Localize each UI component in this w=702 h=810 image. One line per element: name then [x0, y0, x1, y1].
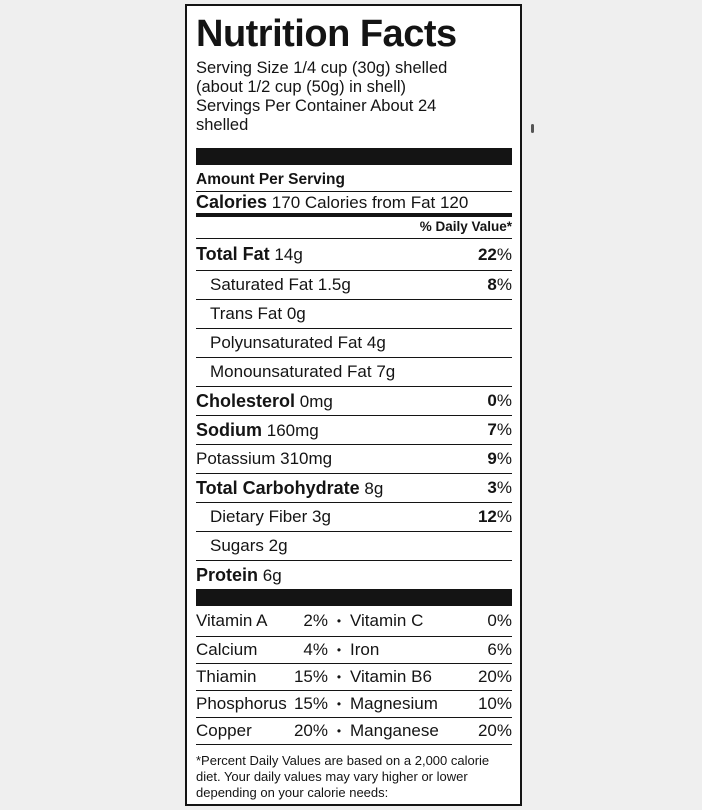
vitamin-row	[196, 664, 512, 691]
vitamin-right-pct: 20%	[477, 667, 512, 686]
nutrient-amount: 7g	[376, 362, 396, 381]
calories-value: 170	[271, 193, 301, 212]
nutrient-daily-value	[478, 245, 512, 265]
nutrient-name-amount	[196, 478, 383, 499]
vitamin-list	[196, 606, 512, 745]
nutrient-row	[196, 561, 512, 589]
calories-from-fat: Calories from Fat 120	[304, 193, 469, 212]
nutrient-pct: 9	[487, 449, 497, 468]
nutrient-amount: 0g	[286, 304, 306, 323]
nutrient-row	[196, 239, 512, 271]
nutrient-daily-value	[487, 275, 512, 295]
nutrient-daily-value	[478, 507, 512, 527]
daily-value-header: % Daily Value*	[196, 217, 512, 239]
nutrient-row	[196, 445, 512, 474]
nutrient-name: Dietary Fiber	[210, 507, 308, 526]
nutrient-row	[196, 532, 512, 561]
vitamin-row	[196, 606, 512, 637]
vitamin-right-name: Manganese	[350, 721, 439, 740]
nutrient-amount: 160mg	[266, 420, 319, 440]
nutrient-name: Cholesterol	[196, 390, 296, 411]
vitamin-left-pct: 15%	[293, 694, 328, 713]
nutrient-name-amount	[196, 244, 303, 265]
vitamin-right-name: Iron	[350, 640, 380, 659]
vitamin-left-pct: 15%	[293, 667, 328, 686]
nutrient-name: Protein	[196, 564, 259, 585]
percent-sign: %	[496, 275, 512, 294]
nutrient-pct: 8	[487, 275, 497, 294]
stray-mark	[531, 124, 534, 133]
serving-line: Serving Size 1/4 cup (30g) shelled	[196, 59, 448, 77]
nutrient-name: Total Fat	[196, 244, 270, 264]
vitamin-left-name: Copper	[196, 721, 252, 740]
vitamin-left-name: Calcium	[196, 640, 258, 659]
label-title: Nutrition Facts	[196, 13, 457, 55]
percent-sign: %	[496, 449, 512, 468]
nutrient-row	[196, 387, 512, 416]
nutrient-daily-value	[487, 391, 512, 411]
nutrient-name: Sugars	[210, 536, 264, 555]
nutrient-amount: 6g	[262, 565, 282, 585]
bullet-separator: •	[336, 697, 342, 711]
nutrient-name-amount	[210, 304, 306, 324]
nutrient-amount: 14g	[274, 245, 303, 264]
nutrient-name: Trans Fat	[210, 304, 283, 323]
nutrient-pct: 3	[487, 478, 497, 497]
nutrient-daily-value	[487, 449, 512, 469]
serving-info	[196, 59, 512, 135]
nutrient-row	[196, 474, 512, 503]
nutrient-row	[196, 416, 512, 445]
nutrient-name-amount	[210, 507, 331, 527]
nutrient-list	[196, 239, 512, 589]
nutrient-amount: 1.5g	[317, 275, 351, 294]
vitamin-left-pct: 2%	[303, 611, 328, 630]
nutrient-amount: 2g	[268, 536, 288, 555]
nutrient-row	[196, 503, 512, 532]
vitamin-right-name: Vitamin B6	[350, 667, 432, 686]
thick-divider	[196, 148, 512, 165]
nutrient-pct: 22	[477, 244, 497, 264]
nutrient-daily-value	[487, 420, 512, 440]
nutrient-name: Monounsaturated Fat	[210, 362, 372, 381]
percent-sign: %	[496, 507, 512, 526]
nutrition-label	[185, 4, 522, 806]
vitamin-right-name: Vitamin C	[350, 611, 424, 630]
vitamin-left-pct: 20%	[293, 721, 328, 740]
vitamin-right-pct: 20%	[477, 721, 512, 740]
nutrient-name: Potassium	[196, 449, 276, 468]
nutrient-name-amount	[196, 565, 282, 586]
vitamin-left-name: Thiamin	[196, 667, 257, 686]
nutrient-amount: 3g	[312, 507, 331, 526]
footnote: *Percent Daily Values are based on a 2,000 calorie diet. Your daily values may vary higher or lower depending on your calorie needs:	[196, 753, 490, 800]
nutrient-pct: 7	[487, 420, 497, 439]
nutrient-name-amount	[210, 333, 386, 353]
nutrient-amount: 8g	[364, 478, 384, 498]
nutrient-name: Polyunsaturated Fat	[210, 333, 363, 352]
nutrient-row	[196, 358, 512, 387]
vitamin-right-pct: 0%	[487, 611, 512, 630]
bullet-separator: •	[336, 724, 342, 738]
nutrient-amount: 4g	[366, 333, 386, 352]
vitamin-left-name: Vitamin A	[196, 611, 268, 630]
vitamin-left-pct: 4%	[303, 640, 328, 659]
vitamin-right-pct: 6%	[487, 640, 512, 659]
nutrient-row	[196, 271, 512, 300]
calories-row	[196, 192, 512, 213]
thick-divider	[196, 589, 512, 606]
nutrient-amount: 0mg	[299, 391, 333, 411]
vitamin-row	[196, 637, 512, 664]
vitamin-row	[196, 718, 512, 745]
nutrient-name-amount	[210, 275, 351, 295]
nutrient-daily-value	[487, 478, 512, 498]
nutrient-name: Total Carbohydrate	[196, 477, 360, 498]
vitamin-right-name: Magnesium	[350, 694, 438, 713]
nutrient-pct: 0	[487, 391, 497, 410]
nutrient-name: Sodium	[196, 419, 262, 440]
vitamin-right-pct: 10%	[477, 694, 512, 713]
vitamin-left-name: Phosphorus	[196, 694, 287, 713]
amount-per-serving: Amount Per Serving	[196, 171, 512, 192]
calories-label: Calories	[196, 192, 268, 212]
serving-line: (about 1/2 cup (50g) in shell)	[196, 78, 407, 96]
serving-line: shelled	[196, 116, 249, 134]
nutrient-name: Saturated Fat	[210, 275, 314, 294]
nutrient-pct: 12	[477, 507, 497, 526]
nutrient-name-amount	[210, 362, 395, 382]
percent-sign: %	[496, 478, 512, 497]
nutrient-name-amount	[196, 420, 319, 441]
percent-sign: %	[496, 244, 512, 264]
nutrient-name-amount	[196, 449, 332, 469]
bullet-separator: •	[336, 670, 342, 684]
nutrient-name-amount	[196, 391, 333, 412]
bullet-separator: •	[336, 643, 342, 657]
serving-line: Servings Per Container About 24	[196, 97, 437, 115]
nutrient-row	[196, 300, 512, 329]
nutrient-name-amount	[210, 536, 288, 556]
bullet-separator: •	[336, 614, 342, 628]
nutrient-row	[196, 329, 512, 358]
vitamin-row	[196, 691, 512, 718]
percent-sign: %	[496, 391, 512, 410]
nutrient-amount: 310mg	[280, 449, 333, 468]
percent-sign: %	[496, 420, 512, 439]
